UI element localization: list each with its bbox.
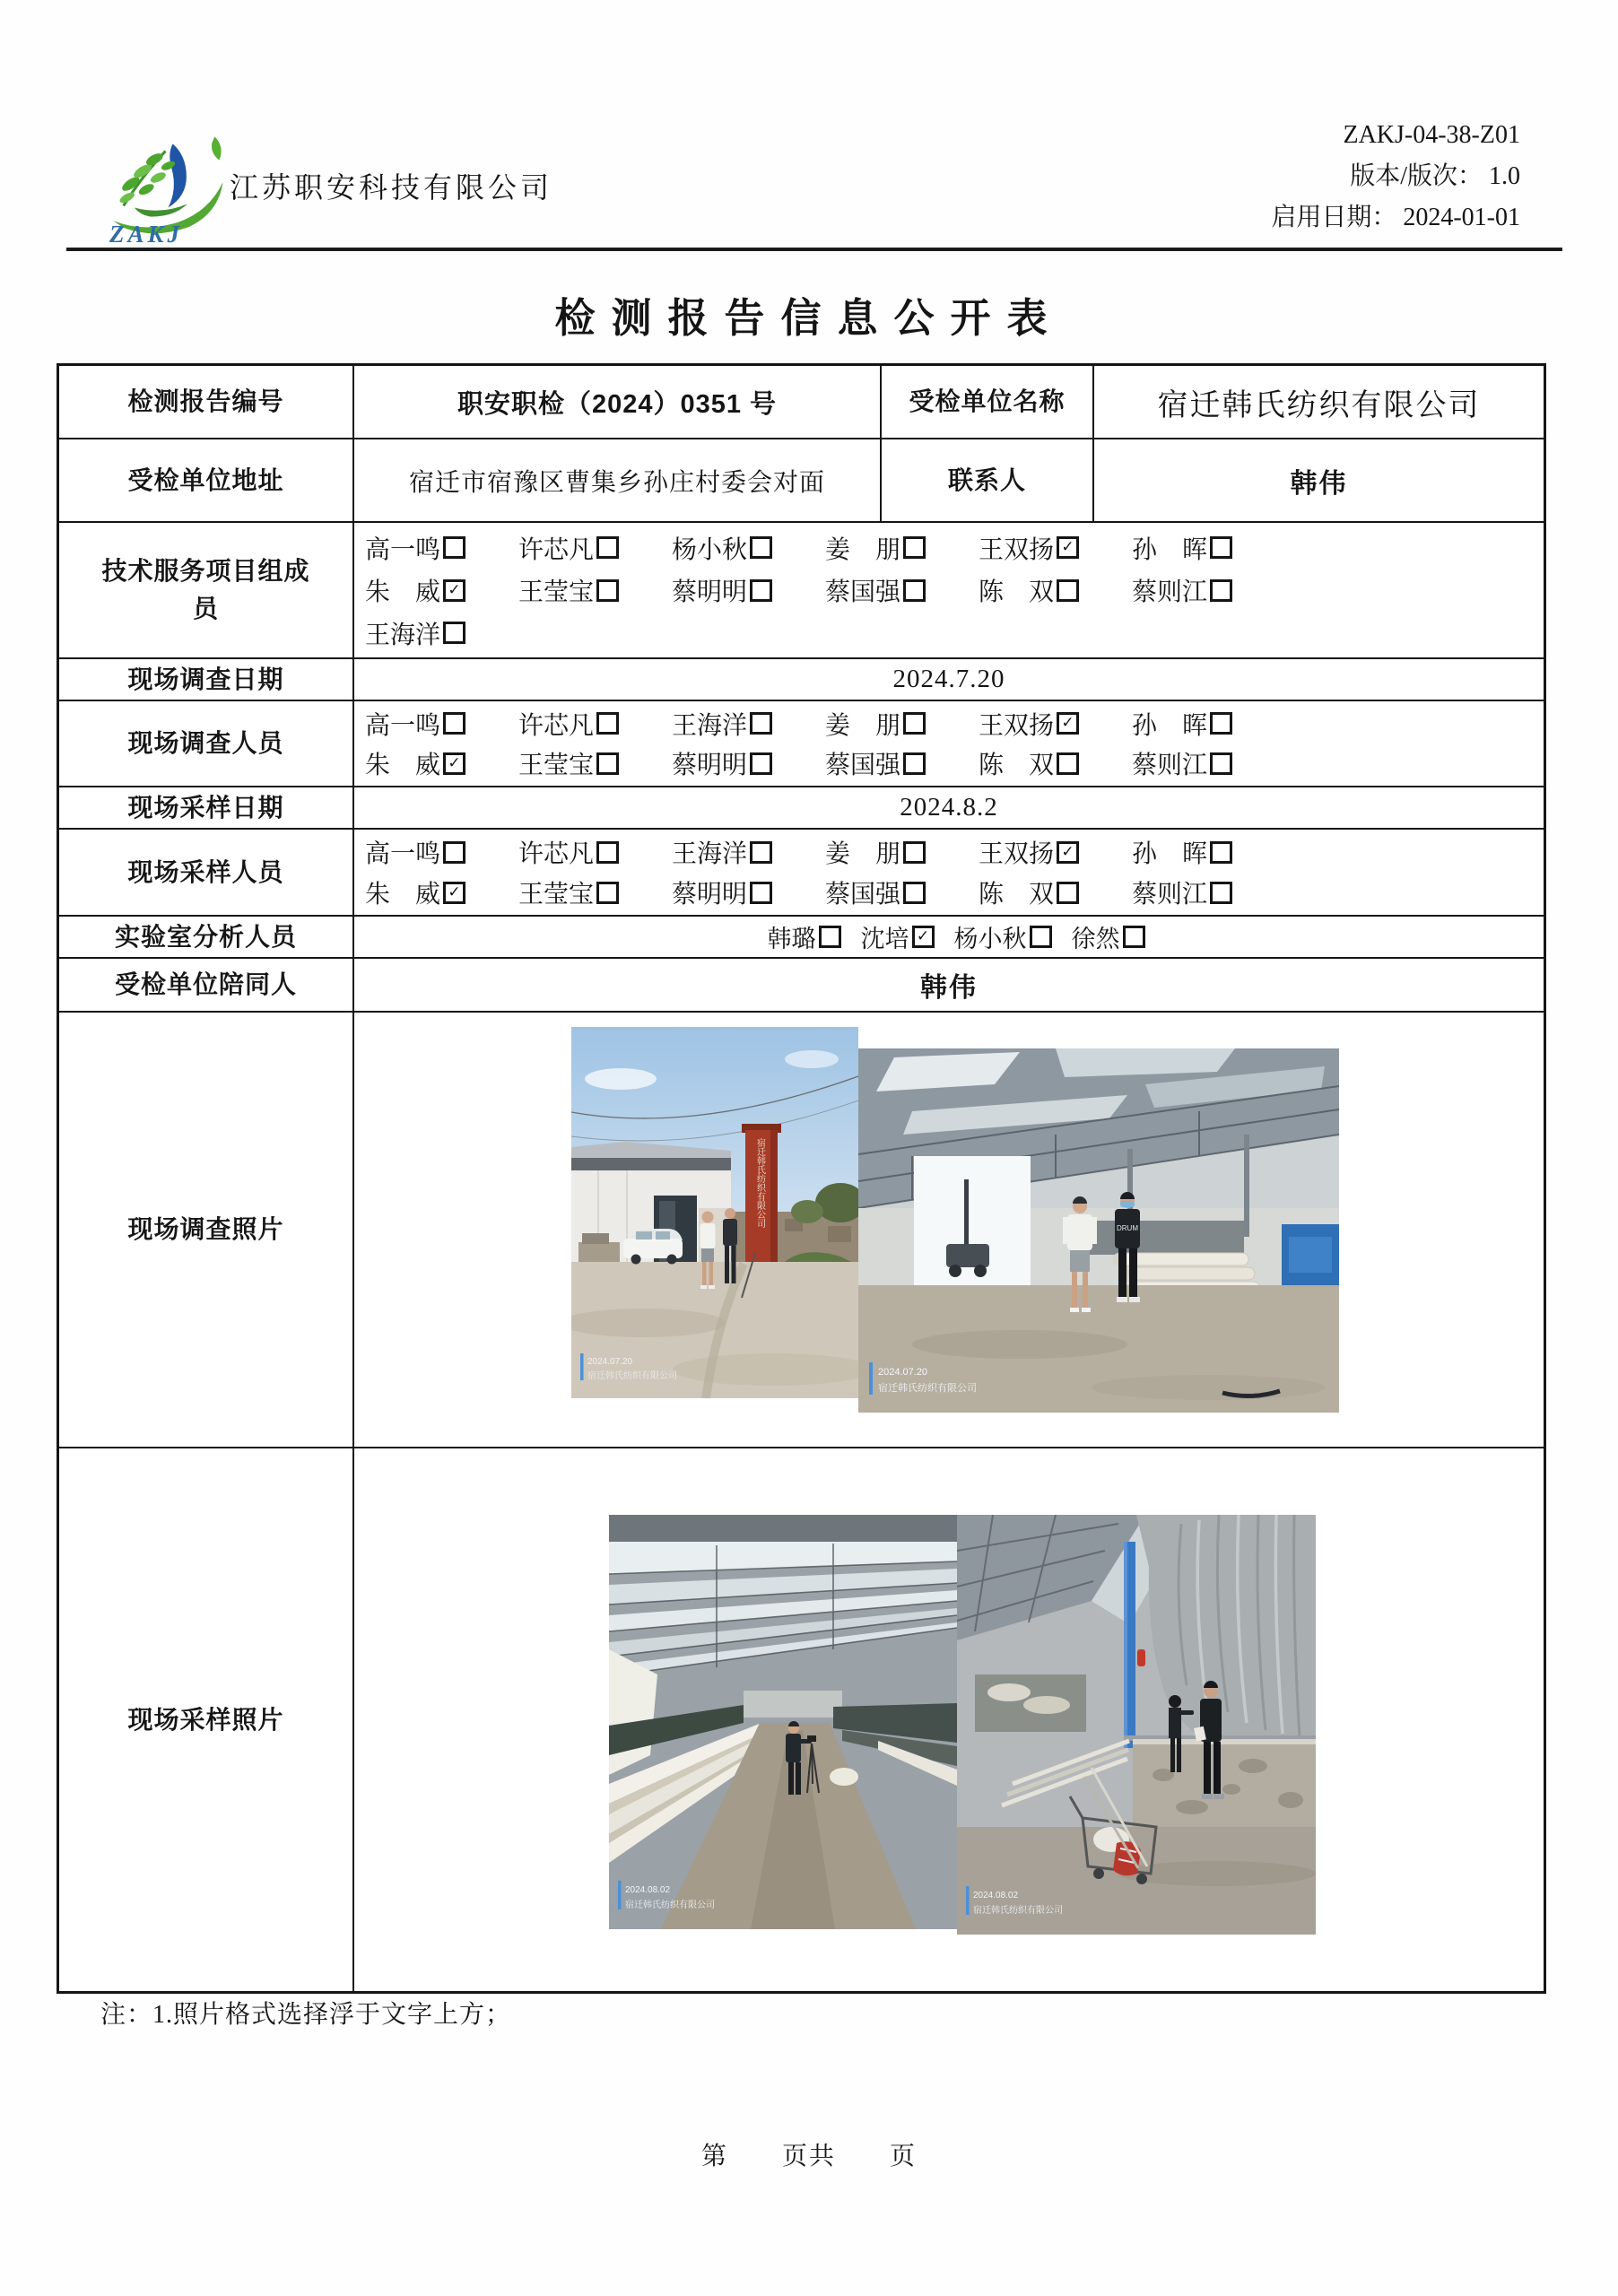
roster-line bbox=[768, 919, 1145, 954]
member-name: 王海洋 bbox=[365, 621, 441, 649]
roster-member bbox=[365, 874, 518, 910]
watermark-date: 2024.08.02 bbox=[625, 1885, 671, 1895]
header-divider bbox=[66, 248, 1562, 251]
company-logo bbox=[104, 126, 230, 235]
roster-member bbox=[1132, 834, 1285, 870]
doc-effective-date: 启用日期： 2024-01-01 bbox=[1271, 204, 1520, 231]
member-checkbox[interactable] bbox=[750, 841, 772, 864]
org-name-value: 宿迁韩氏纺织有限公司 bbox=[1157, 388, 1481, 422]
page-number-footer: 第 页共 页 bbox=[700, 2143, 917, 2170]
survey-photo-label: 现场调查照片 bbox=[127, 1215, 284, 1243]
member-checkbox[interactable] bbox=[443, 712, 465, 735]
roster-member bbox=[825, 706, 979, 742]
member-checkbox[interactable] bbox=[1030, 926, 1052, 948]
roster-member bbox=[518, 834, 672, 870]
table-row bbox=[59, 828, 1544, 915]
roster-member bbox=[1132, 874, 1285, 910]
watermark-company: 宿迁韩氏纺织有限公司 bbox=[587, 1371, 677, 1381]
footnote: 注：1.照片格式选择浮于文字上方； bbox=[100, 2001, 512, 2029]
table-row bbox=[59, 657, 1544, 700]
watermark-company: 宿迁韩氏纺织有限公司 bbox=[878, 1383, 977, 1394]
roster-member bbox=[825, 745, 979, 781]
roster-member bbox=[672, 706, 825, 742]
member-checkbox[interactable] bbox=[1057, 882, 1079, 904]
watermark-company: 宿迁韩氏纺织有限公司 bbox=[973, 1906, 1063, 1916]
table-row bbox=[59, 915, 1544, 957]
doc-code: ZAKJ-04-38-Z01 bbox=[1343, 121, 1520, 149]
member-checkbox[interactable] bbox=[903, 882, 926, 904]
member-checkbox[interactable] bbox=[596, 579, 619, 602]
roster-member bbox=[672, 834, 825, 870]
member-checkbox[interactable] bbox=[819, 926, 841, 948]
table-row bbox=[59, 366, 1544, 438]
member-checkbox[interactable] bbox=[596, 841, 619, 864]
member-checkbox[interactable] bbox=[443, 536, 465, 559]
member-name: 王莹宝 bbox=[518, 578, 595, 606]
member-checkbox[interactable]: ✓ bbox=[1057, 712, 1079, 735]
document-meta bbox=[1271, 115, 1520, 239]
roster-member bbox=[825, 834, 979, 870]
roster-member bbox=[672, 745, 825, 781]
member-checkbox[interactable] bbox=[443, 622, 465, 644]
report-no-value: 职安职检（2024）0351 号 bbox=[457, 389, 778, 419]
member-name: 许芯凡 bbox=[518, 840, 595, 868]
member-name: 高一鸣 bbox=[365, 840, 441, 868]
tech-team-label: 技术服务项目组成员 bbox=[101, 557, 310, 622]
member-name: 许芯凡 bbox=[518, 711, 595, 740]
member-name: 朱 威 bbox=[365, 881, 441, 909]
sampling-photo-2 bbox=[957, 1515, 1316, 1935]
member-name: 蔡国强 bbox=[825, 752, 901, 780]
member-checkbox[interactable] bbox=[903, 841, 926, 864]
roster-line bbox=[365, 745, 1544, 781]
member-name: 陈 双 bbox=[979, 881, 1055, 909]
member-name: 高一鸣 bbox=[365, 711, 441, 740]
roster-member bbox=[861, 919, 935, 954]
roster-member bbox=[768, 919, 841, 954]
escort-label: 受检单位陪同人 bbox=[114, 970, 297, 998]
roster-member bbox=[365, 572, 518, 608]
table-row bbox=[59, 438, 1544, 521]
table-row bbox=[59, 1447, 1544, 1991]
member-name: 蔡明明 bbox=[672, 881, 748, 909]
member-checkbox[interactable] bbox=[750, 536, 772, 559]
roster-member bbox=[1132, 706, 1285, 742]
member-name: 韩璐 bbox=[767, 926, 816, 952]
survey-date-label: 现场调查日期 bbox=[127, 665, 284, 693]
roster-member bbox=[1132, 530, 1285, 566]
logo-blue-petal bbox=[169, 144, 187, 207]
member-name: 王海洋 bbox=[672, 840, 748, 868]
table-row bbox=[59, 700, 1544, 786]
member-checkbox[interactable] bbox=[596, 882, 619, 904]
member-checkbox[interactable]: ✓ bbox=[443, 752, 465, 775]
roster-line bbox=[365, 615, 1544, 651]
roster-line bbox=[365, 706, 1544, 742]
roster-member bbox=[825, 572, 979, 608]
member-name: 姜 朋 bbox=[825, 840, 901, 868]
report-no-label: 检测报告编号 bbox=[127, 387, 284, 415]
roster-member bbox=[825, 874, 979, 910]
roster-member bbox=[979, 572, 1132, 608]
roster-member bbox=[1072, 919, 1145, 954]
roster-member bbox=[954, 919, 1052, 954]
contact-label: 联系人 bbox=[947, 465, 1026, 494]
logo-wordmark: ZAKJ bbox=[109, 221, 184, 248]
org-addr-label: 受检单位地址 bbox=[127, 465, 284, 494]
member-name: 陈 双 bbox=[979, 752, 1055, 780]
member-name: 蔡则江 bbox=[1132, 881, 1208, 909]
member-checkbox[interactable] bbox=[1210, 752, 1232, 775]
contact-value: 韩伟 bbox=[1290, 468, 1348, 499]
roster-member bbox=[979, 530, 1132, 566]
member-checkbox[interactable] bbox=[443, 841, 465, 864]
member-name: 孙 晖 bbox=[1132, 840, 1208, 868]
tech-team-roster bbox=[354, 523, 1544, 657]
org-addr-value: 宿迁市宿豫区曹集乡孙庄村委会对面 bbox=[408, 468, 825, 497]
member-checkbox[interactable] bbox=[1210, 841, 1232, 864]
member-name: 王双扬 bbox=[979, 840, 1055, 868]
survey-staff-label: 现场调查人员 bbox=[127, 729, 284, 757]
sampling-date-label: 现场采样日期 bbox=[127, 793, 284, 822]
org-name-label: 受检单位名称 bbox=[909, 387, 1066, 415]
roster-line bbox=[365, 572, 1544, 608]
roster-member bbox=[979, 834, 1132, 870]
member-name: 高一鸣 bbox=[365, 535, 441, 564]
watermark-bar bbox=[580, 1353, 584, 1380]
member-name: 王莹宝 bbox=[518, 881, 595, 909]
roster-member bbox=[365, 530, 518, 566]
member-checkbox[interactable] bbox=[1123, 926, 1145, 948]
sign-vertical-text: 宿迁韩氏纺织有限公司 bbox=[754, 1138, 765, 1228]
member-checkbox[interactable] bbox=[1057, 752, 1079, 775]
member-name: 王双扬 bbox=[979, 711, 1055, 740]
survey-date-value: 2024.7.20 bbox=[892, 665, 1005, 693]
member-checkbox[interactable] bbox=[596, 536, 619, 559]
member-name: 杨小秋 bbox=[672, 535, 748, 564]
member-name: 蔡国强 bbox=[825, 578, 901, 606]
person bbox=[702, 1212, 714, 1223]
member-checkbox[interactable] bbox=[750, 882, 772, 904]
member-name: 王海洋 bbox=[672, 711, 748, 740]
member-checkbox[interactable]: ✓ bbox=[1057, 841, 1079, 864]
member-checkbox[interactable] bbox=[1210, 536, 1232, 559]
member-name: 姜 朋 bbox=[825, 711, 901, 740]
member-checkbox[interactable] bbox=[596, 712, 619, 735]
member-checkbox[interactable]: ✓ bbox=[912, 926, 935, 948]
member-name: 杨小秋 bbox=[953, 926, 1027, 952]
watermark-company: 宿迁韩氏纺织有限公司 bbox=[625, 1900, 715, 1910]
sampling-staff-label: 现场采样人员 bbox=[127, 857, 284, 886]
survey-photo-1 bbox=[571, 1027, 858, 1398]
member-name: 孙 晖 bbox=[1132, 535, 1208, 564]
member-name: 蔡则江 bbox=[1132, 578, 1208, 606]
watermark-date: 2024.07.20 bbox=[878, 1367, 928, 1378]
roster-line bbox=[365, 874, 1544, 910]
member-name: 陈 双 bbox=[979, 578, 1055, 606]
member-name: 朱 威 bbox=[365, 578, 441, 606]
lab-staff-roster bbox=[354, 917, 1544, 957]
sampling-staff-roster bbox=[354, 830, 1544, 915]
watermark-bar bbox=[869, 1362, 873, 1395]
member-name: 沈培 bbox=[860, 926, 909, 952]
roster-line bbox=[365, 530, 1544, 566]
member-checkbox[interactable] bbox=[596, 752, 619, 775]
member-checkbox[interactable] bbox=[903, 752, 926, 775]
table-row bbox=[59, 1011, 1544, 1447]
member-checkbox[interactable] bbox=[903, 536, 926, 559]
roster-member bbox=[1132, 572, 1285, 608]
member-checkbox[interactable] bbox=[1057, 579, 1079, 602]
table-row bbox=[59, 957, 1544, 1011]
member-checkbox[interactable] bbox=[1210, 579, 1232, 602]
roster-member bbox=[365, 615, 518, 651]
member-checkbox[interactable] bbox=[750, 712, 772, 735]
roster-member bbox=[979, 874, 1132, 910]
sampling-date-value: 2024.8.2 bbox=[900, 793, 998, 822]
roster-member bbox=[979, 706, 1132, 742]
member-checkbox[interactable]: ✓ bbox=[443, 579, 465, 602]
roster-member bbox=[518, 874, 672, 910]
member-checkbox[interactable] bbox=[903, 712, 926, 735]
watermark-bar bbox=[618, 1881, 622, 1909]
roster-member bbox=[1132, 745, 1285, 781]
member-name: 许芯凡 bbox=[518, 535, 595, 564]
fire-extinguisher bbox=[1137, 1649, 1145, 1666]
member-checkbox[interactable] bbox=[1210, 712, 1232, 735]
member-name: 蔡明明 bbox=[672, 578, 748, 606]
roster-member bbox=[672, 874, 825, 910]
member-checkbox[interactable]: ✓ bbox=[443, 882, 465, 904]
roster-member bbox=[365, 745, 518, 781]
member-name: 朱 威 bbox=[365, 752, 441, 780]
roster-member bbox=[518, 530, 672, 566]
watermark-date: 2024.08.02 bbox=[973, 1891, 1019, 1900]
table-row bbox=[59, 786, 1544, 828]
lab-staff-label: 实验室分析人员 bbox=[114, 922, 297, 951]
member-checkbox[interactable]: ✓ bbox=[1057, 536, 1079, 559]
member-name: 姜 朋 bbox=[825, 535, 901, 564]
sampling-photo-1 bbox=[609, 1515, 957, 1929]
member-name: 徐然 bbox=[1071, 926, 1120, 952]
roster-line bbox=[365, 834, 1544, 870]
watermark-bar bbox=[966, 1886, 970, 1915]
info-table bbox=[57, 363, 1546, 1994]
member-checkbox[interactable] bbox=[1210, 882, 1232, 904]
table-row bbox=[59, 521, 1544, 657]
roster-member bbox=[825, 530, 979, 566]
person bbox=[725, 1208, 735, 1219]
member-name: 蔡明明 bbox=[672, 752, 748, 780]
doc-version: 版本/版次： 1.0 bbox=[1350, 162, 1520, 190]
member-name: 蔡则江 bbox=[1132, 752, 1208, 780]
escort-value: 韩伟 bbox=[920, 973, 978, 1003]
roster-member bbox=[979, 745, 1132, 781]
member-name: 王双扬 bbox=[979, 535, 1055, 564]
watermark-date: 2024.07.20 bbox=[587, 1357, 633, 1367]
roster-member bbox=[365, 706, 518, 742]
roster-member bbox=[518, 745, 672, 781]
sampling-photo-label: 现场采样照片 bbox=[127, 1705, 284, 1734]
page-title: 检测报告信息公开表 bbox=[554, 295, 1064, 341]
member-name: 孙 晖 bbox=[1132, 711, 1208, 740]
member-checkbox[interactable] bbox=[750, 579, 772, 602]
shirt-text: DRUM bbox=[1117, 1224, 1138, 1232]
member-name: 王莹宝 bbox=[518, 752, 595, 780]
roster-member bbox=[672, 572, 825, 608]
member-checkbox[interactable] bbox=[903, 579, 926, 602]
survey-photo-2 bbox=[858, 1048, 1339, 1413]
company-name: 江苏职安科技有限公司 bbox=[230, 171, 553, 204]
member-checkbox[interactable] bbox=[750, 752, 772, 775]
roster-member bbox=[365, 834, 518, 870]
roster-member bbox=[518, 572, 672, 608]
member-name: 蔡国强 bbox=[825, 881, 901, 909]
roster-member bbox=[518, 706, 672, 742]
roster-member bbox=[672, 530, 825, 566]
survey-staff-roster bbox=[354, 701, 1544, 786]
